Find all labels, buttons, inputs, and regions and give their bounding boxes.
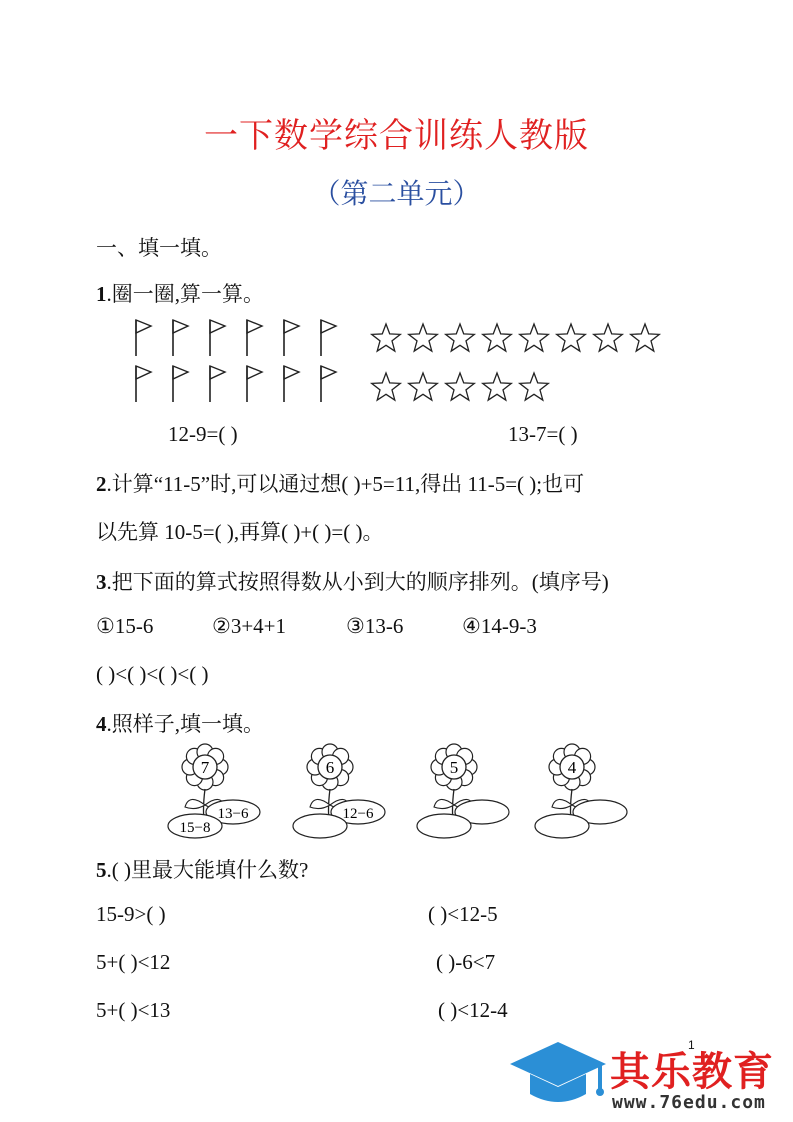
inequality-right: ( )<12-5 — [428, 902, 498, 926]
expression-item: ④14-9-3 — [462, 614, 537, 638]
question-number: 5 — [96, 858, 107, 882]
page-subtitle: （第二单元） — [312, 177, 481, 210]
leaf — [185, 799, 205, 808]
question-number: 4 — [96, 712, 107, 736]
question-5 — [96, 854, 308, 884]
equation-left: 12-9=( ) — [168, 422, 238, 446]
question-text: .照样子,填一填。 — [106, 712, 264, 736]
logo-url: www.76edu.com — [612, 1092, 766, 1113]
ellipse-expression: 15−8 — [179, 820, 211, 836]
expression-item: ③13-6 — [346, 614, 404, 638]
question-2-line2: 以先算 10-5=( ),再算( )+( )=( )。 — [96, 520, 384, 544]
expression-item: ②3+4+1 — [212, 614, 287, 638]
equation-right: 13-7=( ) — [508, 422, 578, 446]
flower-number: 7 — [200, 758, 210, 777]
section-heading: 一、填一填。 — [96, 236, 222, 260]
flower-number: 5 — [449, 758, 459, 777]
flower-number: 6 — [325, 758, 335, 777]
inequality-left: 5+( )<13 — [96, 998, 171, 1022]
flower-figure — [168, 744, 260, 838]
inequality-left: 5+( )<12 — [96, 950, 171, 974]
leaf — [434, 799, 454, 808]
inequality-right: ( )-6<7 — [436, 950, 496, 974]
inequality-right: ( )<12-4 — [438, 998, 508, 1022]
question-text: .把下面的算式按照得数从小到大的顺序排列。(填序号) — [106, 570, 609, 594]
ellipse-expression: 12−6 — [342, 806, 374, 822]
flower-number: 4 — [567, 758, 577, 777]
flower-figure — [417, 744, 509, 838]
answer-ellipse-left — [293, 814, 347, 838]
answer-ellipse-left — [417, 814, 471, 838]
leaf — [552, 799, 572, 808]
graduation-cap-icon — [508, 1040, 608, 1106]
question-number: 2 — [96, 472, 107, 496]
flower-figure — [535, 744, 627, 838]
ellipse-expression: 13−6 — [217, 806, 249, 822]
logo-name: 其乐教育 — [610, 1049, 774, 1095]
question-text: .计算“11-5”时,可以通过想( )+5=11,得出 11-5=( );也可 — [106, 472, 585, 496]
question-text: .( )里最大能填什么数? — [106, 858, 309, 882]
expression-item: ①15-6 — [96, 614, 154, 638]
flower-figure — [293, 744, 385, 838]
page-number: 1 — [688, 1038, 695, 1052]
inequality-left: 15-9>( ) — [96, 902, 166, 926]
question-number: 1 — [96, 282, 107, 306]
answer-ellipse-left — [535, 814, 589, 838]
question-number: 3 — [96, 570, 107, 594]
page-title: 一下数学综合训练人教版 — [204, 116, 589, 156]
ordering-blanks: ( )<( )<( )<( ) — [96, 662, 209, 686]
question-text: .圈一圈,算一算。 — [106, 282, 264, 306]
leaf — [310, 799, 330, 808]
